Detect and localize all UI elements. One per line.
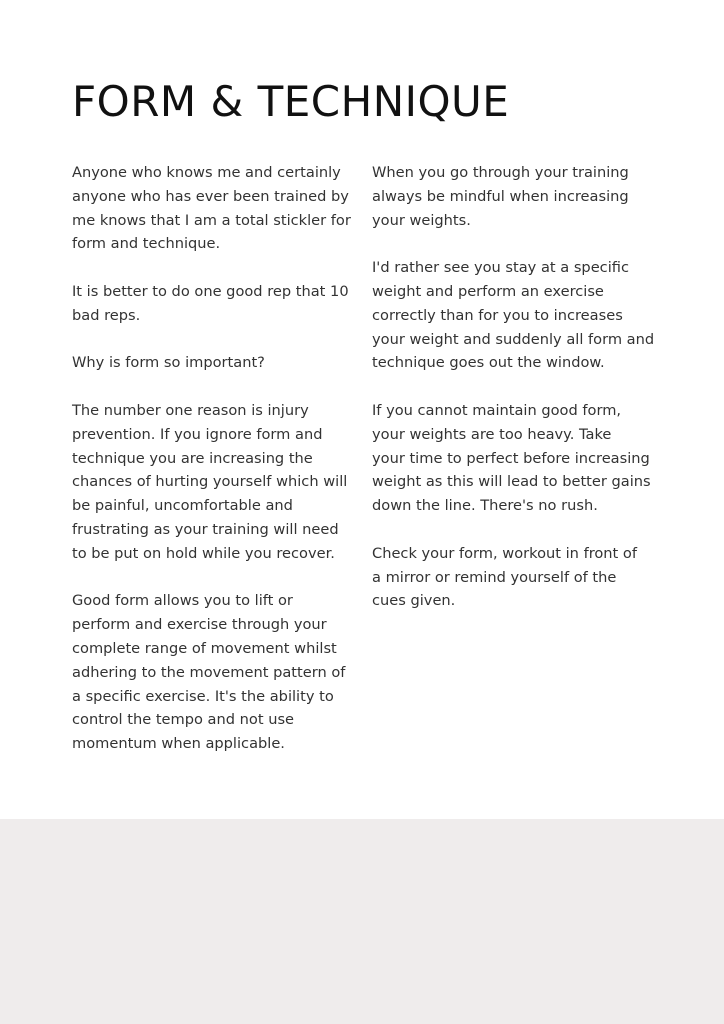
right-column [372,161,658,637]
paragraph-injury-prevention: The number one reason is injury prevention. If you ignore form and technique you are increasing the chances of hurting yourself which will be painful, uncomfortable and frustrating as your training will need to be put on hold while you recover. [72,401,348,562]
page-title: FORM & TECHNIQUE [72,77,510,126]
paragraph-stickler: Anyone who knows me and certainly anyone who has ever been trained by me knows that I am a total stickler for form and technique. [72,164,351,253]
footer-band [0,819,724,1024]
paragraph-why-form: Why is form so important? [72,354,265,372]
paragraph-mindful: When you go through your training always be mindful when increasing your weights. [372,164,629,229]
paragraph-check-form: Check your form, workout in front of a mirror or remind yourself of the cues given. [372,544,637,610]
paragraph-good-form: Good form allows you to lift or perform and exercise through your complete range of movement whilst adhering to the movement pattern of a specific exercise. It's the ability to control the tempo and not use momentum when applicable. [72,592,346,753]
paragraph-good-rep: It is better to do one good rep that 10 bad reps. [72,282,349,324]
left-column [72,161,354,780]
paragraph-too-heavy: If you cannot maintain good form, your weights are too heavy. Take your time to perfect before increasing weight as this will lead to better gains down the line. There's no rush. [372,401,651,515]
paragraph-specific-weight: I'd rather see you stay at a specific weight and perform an exercise correctly than for you to increases your weight and suddenly all form and technique goes out the window. [372,259,655,372]
